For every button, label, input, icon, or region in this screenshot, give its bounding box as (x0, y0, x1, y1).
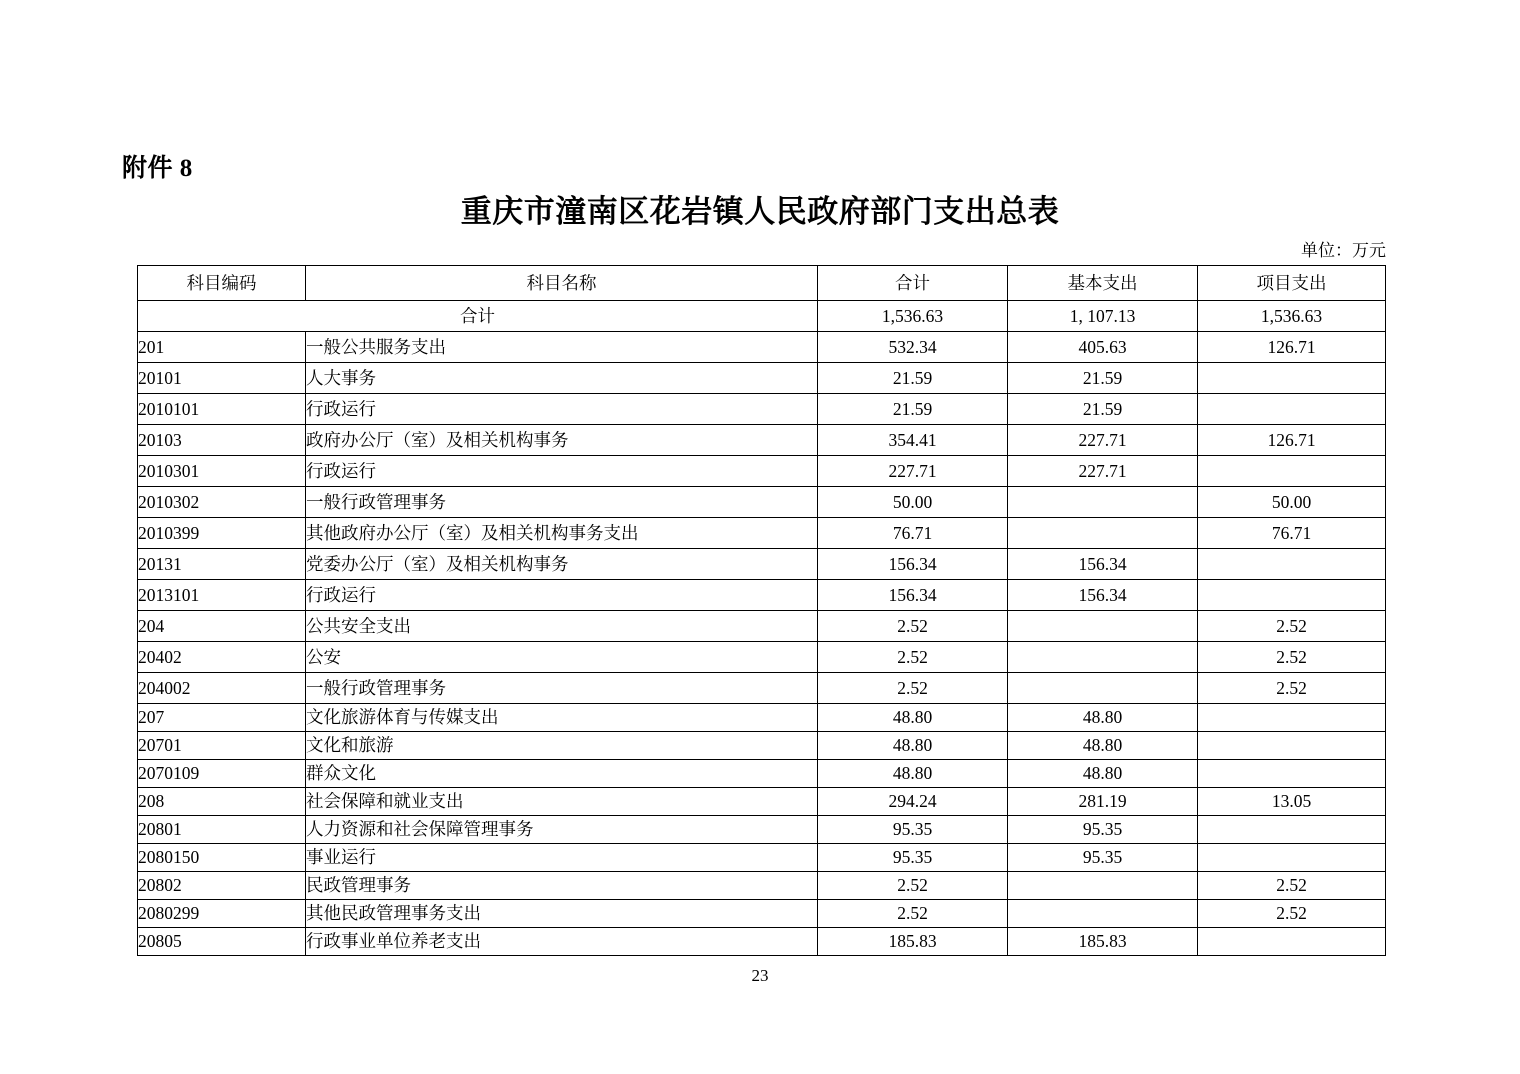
cell-amount-total: 95.35 (818, 816, 1008, 844)
cell-subject-name: 行政事业单位养老支出 (306, 928, 818, 956)
cell-subject-code: 204 (138, 611, 306, 642)
cell-amount-total: 21.59 (818, 363, 1008, 394)
cell-amount-project (1198, 816, 1386, 844)
cell-amount-project: 2.52 (1198, 611, 1386, 642)
cell-amount-total: 2.52 (818, 872, 1008, 900)
cell-subject-code: 204002 (138, 673, 306, 704)
cell-subject-code: 20801 (138, 816, 306, 844)
cell-amount-project: 126.71 (1198, 332, 1386, 363)
cell-amount-total: 156.34 (818, 549, 1008, 580)
cell-subject-name: 社会保障和就业支出 (306, 788, 818, 816)
cell-subject-name: 一般行政管理事务 (306, 673, 818, 704)
cell-amount-project: 50.00 (1198, 487, 1386, 518)
cell-amount-total: 156.34 (818, 580, 1008, 611)
cell-subject-code: 207 (138, 704, 306, 732)
cell-amount-total: 185.83 (818, 928, 1008, 956)
page-title: 重庆市潼南区花岩镇人民政府部门支出总表 (460, 194, 1060, 229)
cell-amount-total: 50.00 (818, 487, 1008, 518)
column-header-code: 科目编码 (138, 266, 306, 301)
grand-total-amount-basic: 1, 107.13 (1008, 301, 1198, 332)
cell-amount-basic: 21.59 (1008, 394, 1198, 425)
cell-amount-total: 2.52 (818, 673, 1008, 704)
cell-amount-project (1198, 844, 1386, 872)
table-header-row (138, 266, 1386, 301)
cell-subject-code: 20103 (138, 425, 306, 456)
cell-amount-project: 2.52 (1198, 872, 1386, 900)
cell-subject-code: 2080299 (138, 900, 306, 928)
cell-subject-code: 20101 (138, 363, 306, 394)
table-row (138, 704, 1386, 732)
cell-subject-code: 20805 (138, 928, 306, 956)
table-row (138, 363, 1386, 394)
table-row (138, 642, 1386, 673)
cell-subject-name: 其他政府办公厅（室）及相关机构事务支出 (306, 518, 818, 549)
cell-amount-basic: 227.71 (1008, 456, 1198, 487)
cell-subject-name: 行政运行 (306, 456, 818, 487)
cell-amount-project: 2.52 (1198, 900, 1386, 928)
cell-amount-project (1198, 363, 1386, 394)
cell-amount-total: 2.52 (818, 611, 1008, 642)
cell-subject-code: 20701 (138, 732, 306, 760)
table-row (138, 549, 1386, 580)
cell-amount-total: 227.71 (818, 456, 1008, 487)
table-row (138, 394, 1386, 425)
cell-amount-project (1198, 928, 1386, 956)
cell-subject-name: 公共安全支出 (306, 611, 818, 642)
cell-amount-total: 48.80 (818, 732, 1008, 760)
cell-subject-name: 党委办公厅（室）及相关机构事务 (306, 549, 818, 580)
table-row (138, 928, 1386, 956)
cell-amount-total: 2.52 (818, 900, 1008, 928)
cell-subject-name: 行政运行 (306, 580, 818, 611)
cell-subject-code: 201 (138, 332, 306, 363)
cell-amount-total: 21.59 (818, 394, 1008, 425)
table-row-grand-total (138, 301, 1386, 332)
cell-amount-total: 48.80 (818, 760, 1008, 788)
cell-subject-name: 公安 (306, 642, 818, 673)
cell-amount-total: 354.41 (818, 425, 1008, 456)
cell-amount-project (1198, 394, 1386, 425)
page-number: 23 (751, 966, 769, 985)
cell-amount-basic (1008, 487, 1198, 518)
table-row (138, 487, 1386, 518)
column-header-total: 合计 (818, 266, 1008, 301)
cell-subject-name: 事业运行 (306, 844, 818, 872)
table-row (138, 332, 1386, 363)
table-row (138, 816, 1386, 844)
cell-subject-name: 人力资源和社会保障管理事务 (306, 816, 818, 844)
table-row (138, 673, 1386, 704)
cell-subject-name: 行政运行 (306, 394, 818, 425)
table-row (138, 425, 1386, 456)
table-row (138, 760, 1386, 788)
cell-amount-basic: 48.80 (1008, 732, 1198, 760)
table-row (138, 732, 1386, 760)
cell-amount-basic: 281.19 (1008, 788, 1198, 816)
cell-amount-total: 95.35 (818, 844, 1008, 872)
column-header-basic: 基本支出 (1008, 266, 1198, 301)
cell-subject-name: 一般公共服务支出 (306, 332, 818, 363)
cell-amount-basic (1008, 518, 1198, 549)
expenditure-summary-table (137, 265, 1386, 956)
cell-amount-project: 13.05 (1198, 788, 1386, 816)
cell-amount-basic: 95.35 (1008, 844, 1198, 872)
cell-amount-project (1198, 456, 1386, 487)
cell-amount-basic: 405.63 (1008, 332, 1198, 363)
table-body (138, 301, 1386, 956)
cell-amount-basic: 185.83 (1008, 928, 1198, 956)
cell-amount-project: 2.52 (1198, 673, 1386, 704)
cell-amount-project: 126.71 (1198, 425, 1386, 456)
cell-subject-code: 2070109 (138, 760, 306, 788)
attachment-label: 附件 8 (122, 155, 193, 182)
cell-subject-code: 20131 (138, 549, 306, 580)
cell-subject-code: 20402 (138, 642, 306, 673)
cell-amount-basic (1008, 642, 1198, 673)
table-header (138, 266, 1386, 301)
grand-total-label: 合计 (138, 301, 818, 332)
cell-subject-name: 政府办公厅（室）及相关机构事务 (306, 425, 818, 456)
cell-amount-basic: 95.35 (1008, 816, 1198, 844)
cell-amount-project (1198, 732, 1386, 760)
cell-amount-total: 532.34 (818, 332, 1008, 363)
cell-subject-code: 2010101 (138, 394, 306, 425)
cell-subject-name: 其他民政管理事务支出 (306, 900, 818, 928)
cell-amount-basic: 227.71 (1008, 425, 1198, 456)
cell-subject-code: 20802 (138, 872, 306, 900)
cell-amount-basic: 48.80 (1008, 704, 1198, 732)
table-row (138, 456, 1386, 487)
table-row (138, 518, 1386, 549)
table-row (138, 872, 1386, 900)
cell-amount-project (1198, 704, 1386, 732)
cell-subject-name: 文化旅游体育与传媒支出 (306, 704, 818, 732)
unit-note: 单位：万元 (1301, 241, 1386, 260)
cell-amount-project (1198, 580, 1386, 611)
table-row (138, 844, 1386, 872)
cell-amount-total: 48.80 (818, 704, 1008, 732)
cell-amount-total: 294.24 (818, 788, 1008, 816)
grand-total-amount-total: 1,536.63 (818, 301, 1008, 332)
table-row (138, 611, 1386, 642)
column-header-name: 科目名称 (306, 266, 818, 301)
cell-amount-basic: 156.34 (1008, 580, 1198, 611)
table-row (138, 900, 1386, 928)
grand-total-amount-project: 1,536.63 (1198, 301, 1386, 332)
cell-amount-basic: 21.59 (1008, 363, 1198, 394)
cell-amount-project: 76.71 (1198, 518, 1386, 549)
cell-amount-basic (1008, 872, 1198, 900)
table-row (138, 788, 1386, 816)
cell-amount-basic: 48.80 (1008, 760, 1198, 788)
cell-subject-name: 文化和旅游 (306, 732, 818, 760)
cell-subject-name: 一般行政管理事务 (306, 487, 818, 518)
cell-amount-total: 76.71 (818, 518, 1008, 549)
cell-subject-name: 人大事务 (306, 363, 818, 394)
cell-subject-code: 208 (138, 788, 306, 816)
cell-amount-basic (1008, 673, 1198, 704)
cell-amount-basic: 156.34 (1008, 549, 1198, 580)
cell-subject-code: 2010302 (138, 487, 306, 518)
cell-amount-project (1198, 549, 1386, 580)
cell-subject-code: 2010301 (138, 456, 306, 487)
cell-subject-code: 2013101 (138, 580, 306, 611)
cell-subject-name: 民政管理事务 (306, 872, 818, 900)
cell-subject-name: 群众文化 (306, 760, 818, 788)
cell-amount-total: 2.52 (818, 642, 1008, 673)
cell-subject-code: 2010399 (138, 518, 306, 549)
cell-subject-code: 2080150 (138, 844, 306, 872)
table-row (138, 580, 1386, 611)
cell-amount-basic (1008, 611, 1198, 642)
cell-amount-project (1198, 760, 1386, 788)
cell-amount-project: 2.52 (1198, 642, 1386, 673)
column-header-project: 项目支出 (1198, 266, 1386, 301)
cell-amount-basic (1008, 900, 1198, 928)
